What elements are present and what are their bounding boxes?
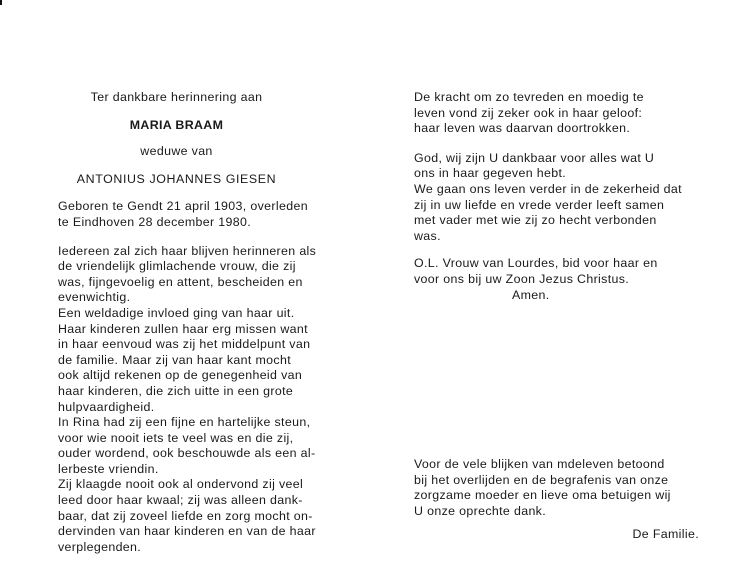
faith-line: haar leven was daarvan doortrokken.: [414, 121, 631, 136]
birth-death-paragraph: [58, 199, 308, 230]
left-panel: [58, 90, 317, 555]
scan-corner-mark: [0, 0, 2, 5]
gratitude-paragraph: [414, 151, 699, 245]
prayer-line: O.L. Vrouw van Lourdes, bid voor haar en: [414, 256, 658, 271]
prayer-paragraph: [414, 256, 699, 303]
amen-text: Amen.: [512, 287, 550, 302]
memorial-line: In Rina had zij een fijne en hartelijke steun,: [58, 415, 311, 430]
memorial-line: hulpvaardigheid.: [58, 399, 155, 414]
memorial-line: ouder wordend, ook beschouwde als een al-: [58, 446, 316, 461]
gratitude-line: met vader met wie zij zo hecht verbonden: [414, 213, 657, 228]
widow-of-text: weduwe van: [140, 144, 213, 159]
thanks-line: bij het overlijden en de begrafenis van onze: [414, 472, 669, 487]
thanks-line: U onze oprechte dank.: [414, 503, 547, 518]
gratitude-line: God, wij zijn U dankbaar voor alles wat U: [414, 150, 655, 165]
memorial-line: Iedereen zal zich haar blijven herinneren als: [58, 243, 317, 258]
thanks-line: Voor de vele blijken van mdeleven betoond: [414, 457, 665, 471]
memorial-line: was, fijngevoelig en attent, bescheiden en: [58, 274, 303, 289]
memorial-line: in haar eenvoud was zij het middelpunt van: [58, 337, 311, 352]
gratitude-line: was.: [414, 228, 441, 243]
memorial-line: Haar kinderen zullen haar erg missen want: [58, 321, 308, 336]
husband-name: ANTONIUS JOHANNES GIESEN: [76, 171, 277, 186]
memorial-line: verplegenden.: [58, 539, 142, 554]
memorial-line: voor wie nooit iets te veel was en die zij,: [58, 430, 294, 445]
gratitude-line: ons in haar gegeven hebt.: [414, 166, 567, 181]
memorial-line: Zij klaagde nooit ook al ondervond zij veel: [58, 477, 304, 492]
prayer-line: voor ons bij uw Zoon Jezus Christus.: [414, 271, 630, 286]
memorial-line: dervinden van haar kinderen en van de haar: [58, 524, 316, 539]
right-panel: [414, 90, 699, 303]
intro-text: Ter dankbare herinnering aan: [90, 90, 263, 104]
gratitude-line: zij in uw liefde en vrede verder leeft samen: [414, 197, 665, 212]
memorial-line: lerbeste vriendin.: [58, 461, 159, 476]
memorial-line: de familie. Maar zij van haar kant mocht: [58, 352, 291, 367]
faith-line: leven vond zij zeker ook in haar geloof:: [414, 105, 643, 120]
memorial-line: evenwichtig.: [58, 290, 131, 305]
memorial-line: Een weldadige invloed ging van haar uit.: [58, 305, 295, 320]
memorial-line: ook altijd rekenen op de genegenheid van: [58, 368, 303, 383]
memorial-line: baar, dat zij zoveel liefde en zorg mocht on-: [58, 508, 313, 523]
thanks-line: zorgzame moeder en lieve oma betuigen wij: [414, 488, 671, 503]
deceased-name: MARIA BRAAM: [129, 117, 224, 132]
faith-line: De kracht om zo tevreden en moedig te: [414, 90, 644, 104]
faith-paragraph: [414, 90, 699, 137]
thanks-paragraph: [414, 457, 699, 519]
birth-death-line: Geboren te Gendt 21 april 1903, overleden: [58, 199, 308, 214]
gratitude-line: We gaan ons leven verder in de zekerheid dat: [414, 181, 682, 196]
memorial-line: leed door haar kwaal; zij was alleen dank-: [58, 493, 303, 508]
memorial-line: haar kinderen, die zich uitte in een grote: [58, 383, 294, 398]
memorial-text: [58, 243, 317, 556]
birth-death-line: te Eindhoven 28 december 1980.: [58, 214, 252, 229]
family-signoff: De Familie.: [632, 527, 699, 541]
memorial-line: de vriendelijk glimlachende vrouw, die zij: [58, 259, 296, 274]
